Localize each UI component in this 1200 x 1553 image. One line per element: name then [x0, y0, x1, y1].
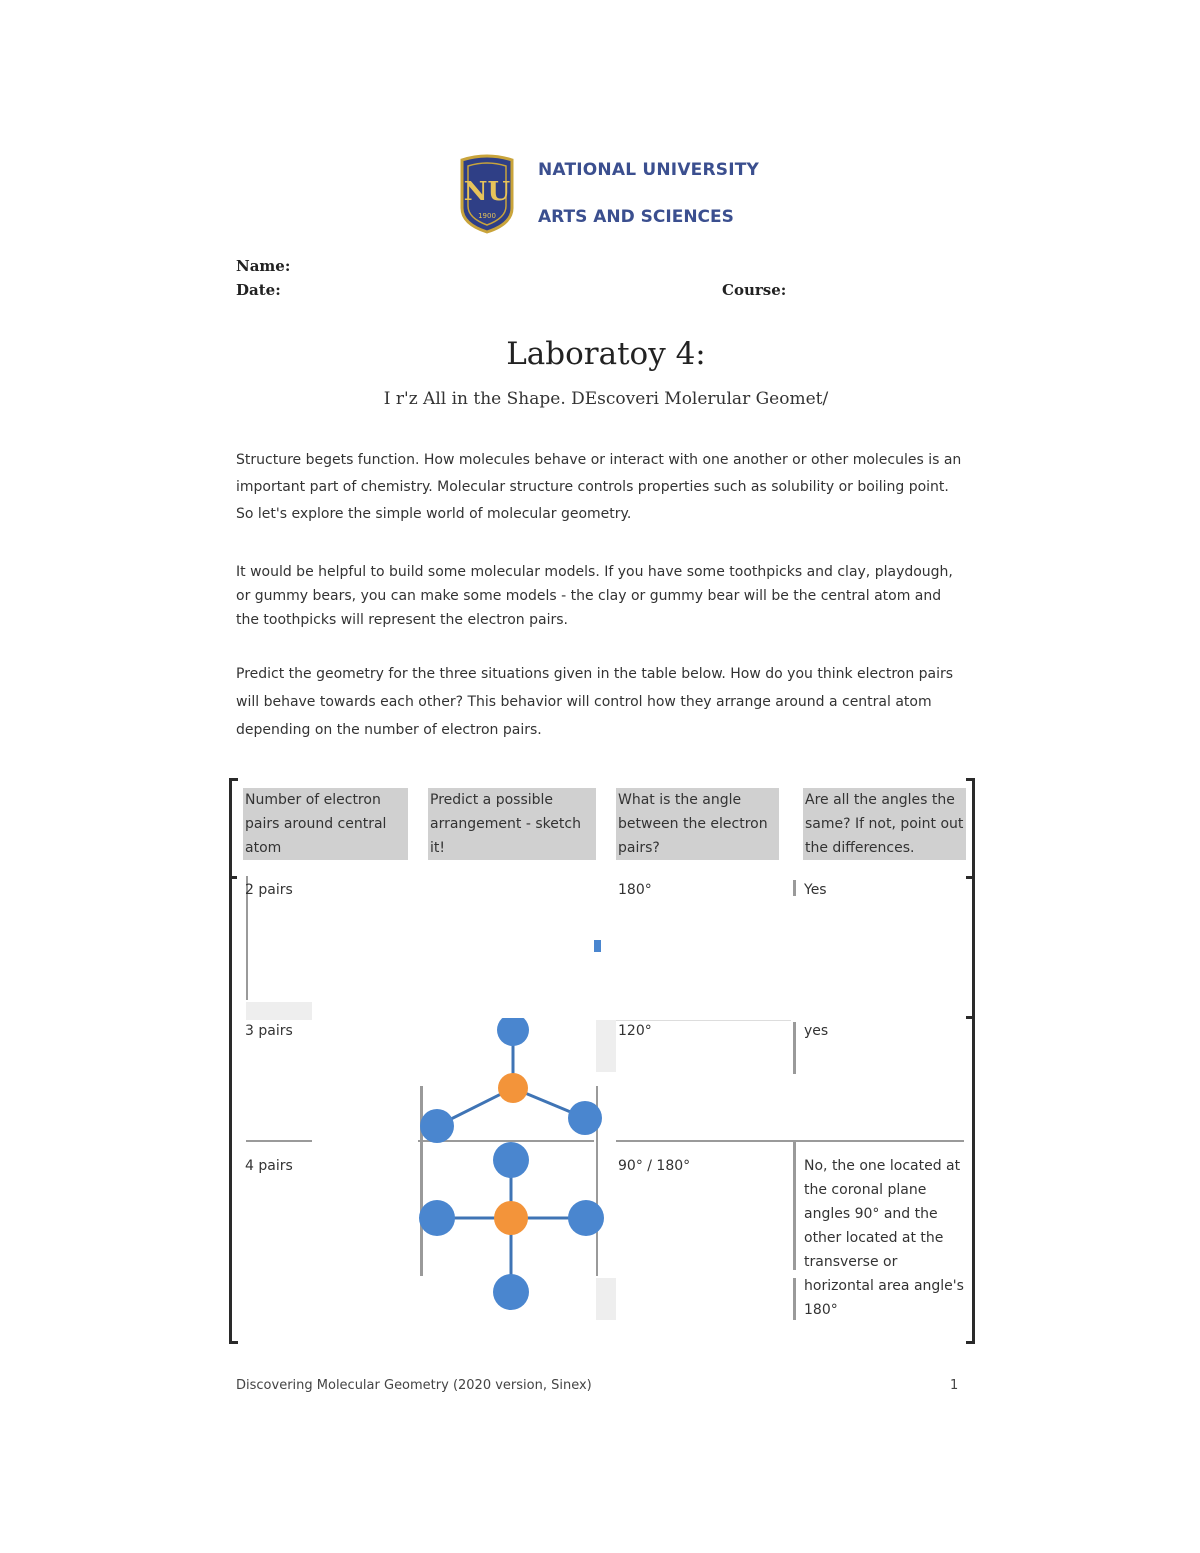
footer-text: Discovering Molecular Geometry (2020 version, Sinex) [236, 1378, 592, 1393]
svg-text:NU: NU [463, 177, 511, 207]
atom-center [494, 1201, 528, 1235]
table-header-cell: What is the angle between the electron pairs? [616, 788, 779, 860]
row-same-cell: Yes [804, 882, 827, 898]
university-name: NATIONAL UNIVERSITY [538, 160, 760, 180]
table-header-cell: Are all the angles the same? If not, point out the differences. [803, 788, 966, 860]
name-field-label: Name: [236, 257, 291, 275]
row-divider [246, 1140, 312, 1142]
intro-paragraph: Structure begets function. How molecules behave or interact with one another or other molecules is an important part of chemistry. Molecular structure controls properties such as solubility or boiling point. So let's explore the simple world of molecular geometry. [236, 452, 962, 522]
atom-outer [497, 1018, 529, 1046]
row-angle-cell: 120° [618, 1023, 652, 1039]
sketch-fragment [594, 940, 601, 952]
row-pairs-cell: 3 pairs [245, 1023, 293, 1039]
atom-outer [568, 1200, 604, 1236]
atom-outer [493, 1142, 529, 1178]
row-same-cell: yes [804, 1023, 829, 1039]
row-divider [793, 1022, 796, 1074]
row-same-cell: No, the one located at the coronal plane angles 90° and the other located at the transverse or horizontal area angle's 180° [804, 1158, 964, 1318]
table-right-bracket [966, 778, 975, 1344]
trigonal-planar-sketch [410, 1018, 610, 1148]
row-divider [793, 1140, 796, 1270]
date-field-label: Date: [236, 281, 281, 299]
university-seal-icon [456, 154, 518, 234]
page-title: Laboratoy 4: [506, 336, 706, 372]
tetrahedral-sketch [410, 1138, 610, 1318]
table-header-cell: Predict a possible arrangement - sketch it! [428, 788, 596, 860]
college-name: ARTS AND SCIENCES [538, 207, 734, 227]
table-header-cell: Number of electron pairs around central atom [243, 788, 408, 860]
page-number: 1 [950, 1378, 959, 1393]
table-right-tick [966, 876, 974, 879]
row-divider [793, 880, 796, 896]
instructions-paragraph: Predict the geometry for the three situations given in the table below. How do you think electron pairs will behave towards each other? This behavior will control how they arrange around a central atom depending on the number of electron pairs. [236, 666, 954, 738]
atom-outer [493, 1274, 529, 1310]
row-shade [246, 1002, 312, 1020]
row-angle-cell: 180° [618, 882, 652, 898]
models-paragraph: It would be helpful to build some molecular models. If you have some toothpicks and clay, playdough, or gummy bears, you can make some models - the clay or gummy bear will be the central atom and the toothpicks will represent the electron pairs. [236, 564, 953, 628]
page-subtitle: I r'z All in the Shape. DEscoveri Molerular Geomet/ [383, 389, 829, 409]
atom-outer [419, 1200, 455, 1236]
table-left-bracket [229, 778, 238, 1344]
row-divider [616, 1140, 964, 1142]
row-pairs-cell: 2 pairs [245, 882, 293, 898]
row-divider [616, 1020, 791, 1021]
atom-center [498, 1073, 528, 1103]
row-pairs-cell: 4 pairs [245, 1158, 293, 1174]
atom-outer [568, 1101, 602, 1135]
row-angle-cell: 90° / 180° [618, 1158, 691, 1174]
table-left-tick [229, 876, 237, 879]
table-right-tick [966, 1016, 974, 1019]
course-field-label: Course: [722, 281, 787, 299]
row-divider [793, 1278, 796, 1320]
svg-text:1900: 1900 [478, 212, 496, 220]
